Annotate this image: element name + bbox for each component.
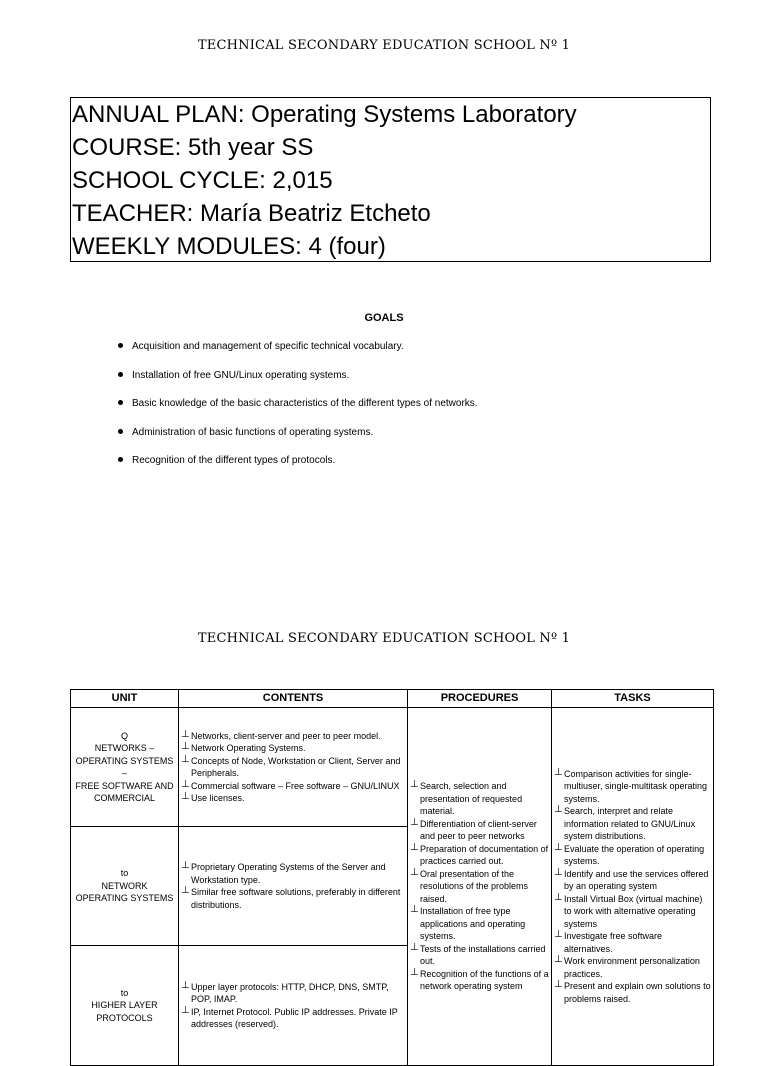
contents-item [181,886,405,911]
annual-plan-table [70,689,714,1066]
bullet-icon: ⊥ [554,954,563,966]
bullet-icon: ⊥ [554,891,563,903]
procedure-item-text: Recognition of the functions of a network operating system [420,968,549,992]
teacher-line: TEACHER: María Beatriz Etcheto [72,200,431,227]
weekly-modules-line: WEEKLY MODULES: 4 (four) [72,233,386,260]
procedure-item-text: Search, selection and presentation of requested material. [420,781,523,817]
procedure-item [410,818,549,843]
contents-item [181,792,405,805]
bullet-icon: ⊥ [554,841,563,853]
table-row [71,708,714,827]
task-item-text: Work environment personalization practices. [564,956,700,979]
task-item-text: Investigate free software alternatives. [564,931,663,954]
table-header-row [71,690,714,708]
contents-item [181,742,405,755]
contents-item-text: Similar free software solutions, preferably in different distributions. [191,887,401,910]
column-header-procedures: PROCEDURES [408,690,552,708]
unit-line: to [120,868,129,879]
procedure-item [410,780,549,818]
bullet-icon: ⊥ [554,979,563,991]
task-item [554,980,711,1005]
procedure-item [410,968,549,993]
bullet-icon: ⊥ [181,728,190,740]
contents-item [181,1006,405,1031]
school-header-page-2: TECHNICAL SECONDARY EDUCATION SCHOOL Nº 1 [197,631,571,646]
unit-cell [71,827,179,946]
bullet-icon: ⊥ [410,816,419,828]
unit-cell [71,708,179,827]
bullet-icon: ⊥ [554,804,563,816]
task-item-text: Install Virtual Box (virtual machine) to work with alternative operating systems [564,893,703,929]
bullet-icon: ⊥ [181,741,190,752]
goals-title: GOALS [364,312,404,324]
task-item [554,893,711,931]
course-line: COURSE: 5th year SS [72,134,314,161]
contents-item [181,730,405,743]
bullet-icon: ⊥ [410,841,419,853]
procedure-item [410,905,549,943]
contents-item [181,981,405,1006]
procedure-item-text: Oral presentation of the resolutions of the problems raised. [420,868,529,904]
contents-item-text: Networks, client-server and peer to peer model. [191,730,381,741]
unit-line: COMMERCIAL [93,793,155,803]
contents-item [181,861,405,886]
task-item-text: Search, interpret and relate information related to GNU/Linux system distributions. [564,806,696,842]
goal-item: Acquisition and management of specific technical vocabulary. [116,338,478,367]
procedure-item-text: Preparation of documentation of practices carried out. [420,843,549,867]
bullet-icon: ⊥ [181,860,190,871]
annual-plan-line: ANNUAL PLAN: Operating Systems Laboratory [72,101,577,128]
procedure-item-text: Installation of free type applications and operating systems. [420,906,526,942]
task-item [554,930,711,955]
procedure-item-text: Tests of the installations carried out. [420,943,546,967]
goal-item: Basic knowledge of the basic characteristics of the different types of networks. [116,395,478,424]
contents-item [181,755,405,780]
procedure-item [410,843,549,868]
unit-line: OPERATING SYSTEMS [75,893,174,904]
contents-item-text: IP, Internet Protocol. Public IP addresses. Private IP addresses (reserved). [191,1006,398,1029]
bullet-icon: ⊥ [410,904,419,916]
bullet-icon: ⊥ [554,929,563,941]
task-item-text: Present and explain own solutions to problems raised. [564,981,711,1004]
bullet-icon: ⊥ [181,1004,190,1016]
column-header-tasks: TASKS [552,690,714,708]
procedures-cell [408,708,552,1066]
bullet-icon: ⊥ [181,753,190,765]
unit-line: NETWORK [101,880,148,891]
unit-line: HIGHER LAYER [91,1000,158,1011]
plan-info-box [70,97,711,262]
unit-line: – [121,768,127,778]
contents-item [181,780,405,793]
unit-line: OPERATING SYSTEMS [75,755,174,766]
unit-line: to [120,987,129,998]
contents-item-text: Upper layer protocols: HTTP, DHCP, DNS, SMTP, POP, IMAP. [191,981,389,1004]
bullet-icon: ⊥ [554,866,563,878]
contents-item-text: Use licenses. [191,793,245,803]
school-cycle-line: SCHOOL CYCLE: 2,015 [72,167,333,194]
goal-item: Recognition of the different types of protocols. [116,452,478,481]
task-item [554,805,711,843]
bullet-icon: ⊥ [554,766,563,778]
task-item [554,843,711,868]
goal-item: Administration of basic functions of operating systems. [116,424,478,453]
unit-line: Q [120,730,128,741]
contents-cell [179,946,408,1066]
procedure-item [410,943,549,968]
task-item [554,868,711,893]
contents-item-text: Network Operating Systems. [191,743,306,753]
unit-line: NETWORKS – [94,743,155,753]
unit-cell [71,946,179,1066]
unit-line: PROTOCOLS [96,1012,153,1023]
contents-item-text: Proprietary Operating Systems of the Server and Workstation type. [191,862,386,885]
school-header: TECHNICAL SECONDARY EDUCATION SCHOOL Nº 1 [197,38,571,53]
contents-item-text: Commercial software – Free software – GNU/LINUX [191,780,400,791]
procedure-item [410,868,549,906]
bullet-icon: ⊥ [410,966,419,978]
column-header-contents: CONTENTS [179,690,408,708]
contents-item-text: Concepts of Node, Workstation or Client, Server and Peripherals. [191,755,401,778]
bullet-icon: ⊥ [181,979,190,991]
task-item [554,955,711,980]
bullet-icon: ⊥ [181,791,190,802]
bullet-icon: ⊥ [181,885,190,896]
contents-cell [179,827,408,946]
task-item-text: Evaluate the operation of operating systems. [564,843,705,867]
goals-list [116,338,478,481]
task-item [554,768,711,806]
bullet-icon: ⊥ [181,778,190,790]
tasks-cell [552,708,714,1066]
unit-line: FREE SOFTWARE AND [75,780,174,791]
bullet-icon: ⊥ [410,779,419,791]
bullet-icon: ⊥ [410,866,419,878]
task-item-text: Comparison activities for single-multiuser, single-multitask operating systems. [564,768,708,804]
contents-cell [179,708,408,827]
bullet-icon: ⊥ [410,941,419,953]
goal-item: Installation of free GNU/Linux operating systems. [116,367,478,396]
procedure-item-text: Differentiation of client-server and peer to peer networks [420,818,537,842]
task-item-text: Identify and use the services offered by an operating system [564,868,709,892]
column-header-unit: UNIT [71,690,179,708]
